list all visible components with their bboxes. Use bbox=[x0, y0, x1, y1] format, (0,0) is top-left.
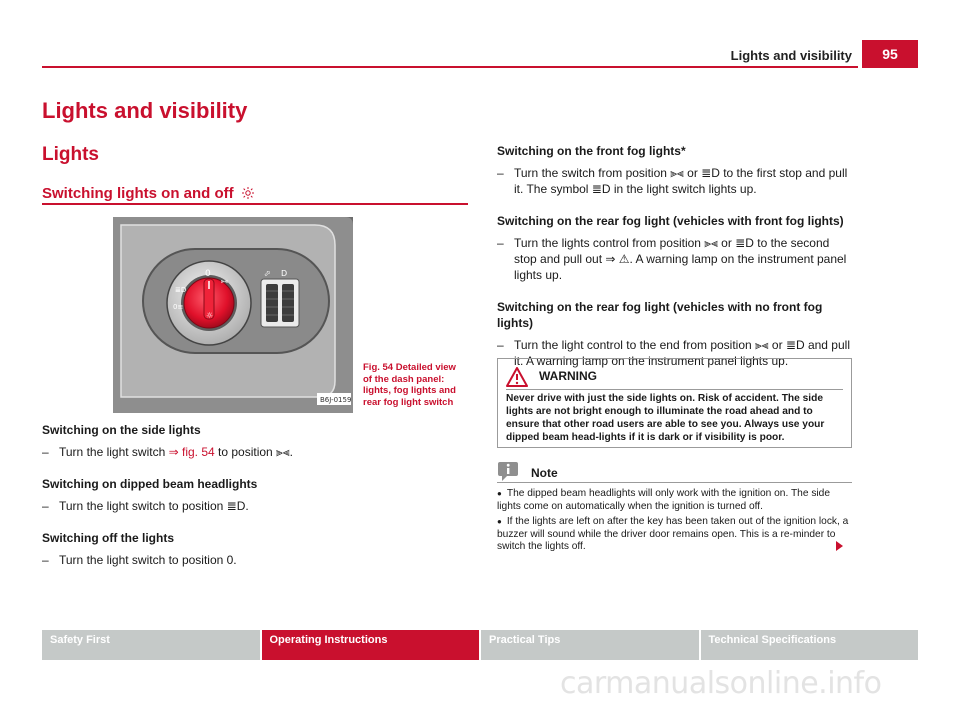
note-list bbox=[497, 485, 855, 554]
step-rear-fog-with-front bbox=[497, 235, 855, 283]
heading-rear-fog-with-front: Switching on the rear fog light (vehicles with front fog lights) bbox=[497, 214, 844, 228]
warning-rule bbox=[506, 389, 843, 390]
heading-lights-off: Switching off the lights bbox=[42, 531, 174, 545]
step-dash: – bbox=[497, 338, 504, 352]
warning-box bbox=[497, 358, 852, 448]
step-dash: – bbox=[42, 445, 49, 459]
tab-practical-tips[interactable]: Practical Tips bbox=[481, 630, 699, 660]
step-dash: – bbox=[42, 553, 49, 567]
heading-dipped-beam: Switching on dipped beam headlights bbox=[42, 477, 258, 491]
step-rear-fog-with-front-text: Turn the lights control from position ⫸⫷ or ≣D to the second stop and pull out ⇒ ⚠. A warning lamp on the instrument panel lights up. bbox=[514, 236, 847, 282]
fig-54-link[interactable]: ⇒ fig. 54 bbox=[168, 445, 215, 459]
light-switch-dial bbox=[167, 261, 251, 345]
tab-safety-first[interactable]: Safety First bbox=[42, 630, 260, 660]
step-dipped-beam bbox=[42, 498, 468, 514]
subsection-rule bbox=[42, 203, 468, 205]
step-side-lights-text-post: to position ⫸⫷. bbox=[214, 445, 293, 459]
light-switch-figure bbox=[113, 217, 353, 413]
step-dash: – bbox=[497, 166, 504, 180]
step-dash: – bbox=[42, 499, 49, 513]
running-header-title: Lights and visibility bbox=[730, 48, 852, 63]
subsection-title bbox=[42, 185, 254, 202]
figure-code: B6J-0159 bbox=[320, 396, 352, 404]
continue-arrow-icon bbox=[836, 541, 843, 551]
watermark: carmanualsonline.info bbox=[560, 666, 882, 701]
step-side-lights bbox=[42, 444, 468, 460]
svg-text:⬀: ⬀ bbox=[264, 269, 271, 278]
note-item-text: The dipped beam headlights will only work with the ignition on. The side lights come on automatically when the ignition is turned off. bbox=[497, 488, 831, 512]
figure-caption: Fig. 54 Detailed view of the dash panel: lights, fog lights and rear fog light switch bbox=[363, 362, 456, 408]
warning-title: WARNING bbox=[539, 369, 597, 383]
note-bullet: ● bbox=[497, 489, 502, 498]
left-column bbox=[42, 422, 468, 568]
step-dash: – bbox=[497, 236, 504, 250]
heading-side-lights: Switching on the side lights bbox=[42, 423, 201, 437]
header-rule bbox=[42, 66, 858, 68]
tab-operating-instructions[interactable]: Operating Instructions bbox=[262, 630, 480, 660]
svg-text:D: D bbox=[281, 269, 288, 278]
step-dipped-beam-text: Turn the light switch to position ≣D. bbox=[59, 499, 249, 513]
warning-triangle-icon bbox=[506, 367, 528, 387]
step-lights-off-text: Turn the light switch to position 0. bbox=[59, 553, 237, 567]
svg-text:☼: ☼ bbox=[206, 311, 214, 320]
note-item bbox=[497, 516, 855, 554]
note-bullet: ● bbox=[497, 517, 502, 527]
tab-technical-specifications[interactable]: Technical Specifications bbox=[701, 630, 919, 660]
dial-position-off: 0 bbox=[205, 269, 211, 279]
heading-front-fog: Switching on the front fog lights* bbox=[497, 144, 686, 158]
heading-rear-fog-no-front: Switching on the rear fog light (vehicles with no front fog lights) bbox=[497, 300, 823, 330]
right-column bbox=[497, 143, 855, 369]
chapter-title: Lights and visibility bbox=[42, 98, 248, 123]
note-item bbox=[497, 488, 855, 513]
section-title: Lights bbox=[42, 144, 99, 165]
sun-icon bbox=[242, 187, 254, 199]
warning-text: Never drive with just the side lights on. Risk of accident. The side lights are not bright enough to illuminate the road ahead and to ensure that other road users are able to see you. Always use your dipped beam head-lights if it is dark or if visibility is poor. bbox=[506, 393, 825, 443]
note-item-text: If the lights are left on after the key has been taken out of the ignition lock, a buzzer will sound while the driver door remains open. This is a re-minder to switch the lights off. bbox=[497, 516, 849, 553]
svg-text:≣D: ≣D bbox=[175, 286, 187, 294]
note-icon bbox=[497, 460, 519, 482]
step-rear-fog-no-front-text: Turn the light control to the end from position ⫸⫷ or ≣D and pull it. A warning lamp on the instrument panel lights up. bbox=[514, 338, 850, 368]
note-title: Note bbox=[531, 466, 558, 480]
step-lights-off bbox=[42, 552, 468, 568]
footer-tabs bbox=[42, 630, 918, 660]
step-front-fog-text: Turn the switch from position ⫸⫷ or ≣D to the first stop and pull it. The symbol ≣D in the light switch lights up. bbox=[514, 166, 848, 196]
note-rule bbox=[497, 482, 852, 483]
svg-text:⫸⫷: ⫸⫷ bbox=[221, 278, 228, 285]
svg-text:0≡: 0≡ bbox=[173, 303, 184, 311]
subsection-title-text: Switching lights on and off bbox=[42, 185, 234, 202]
page-number: 95 bbox=[862, 40, 918, 68]
step-front-fog bbox=[497, 165, 855, 197]
step-side-lights-text-pre: Turn the light switch bbox=[59, 445, 169, 459]
